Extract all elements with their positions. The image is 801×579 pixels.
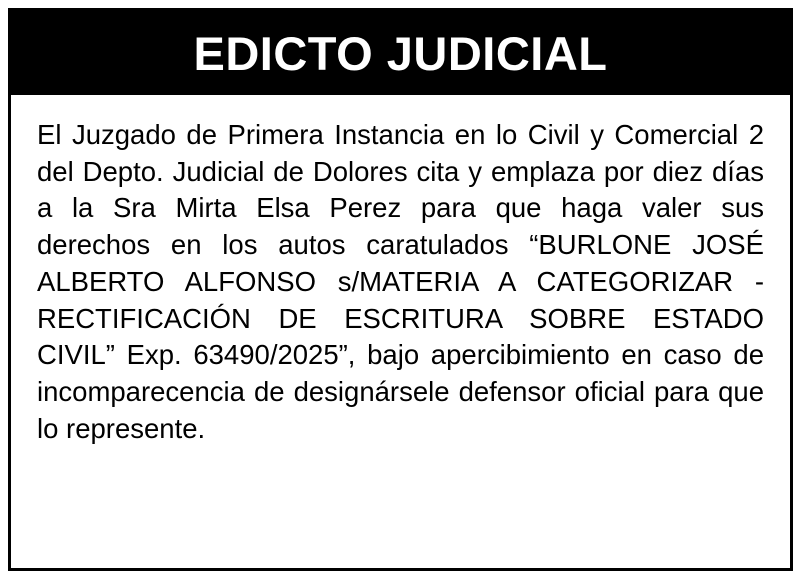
notice-body: [11, 95, 790, 568]
notice-body-text: El Juzgado de Primera Instancia en lo Civil y Comercial 2 del Depto. Judicial de Dolores cita y emplaza por diez días a la Sra Mirta Elsa Perez para que haga valer sus derechos en los autos caratulados “BURLONE JOSÉ ALBERTO ALFONSO s/MATERIA A CATEGORIZAR - RECTIFICACIÓN DE ESCRITURA SOBRE ESTADO CIVIL” Exp. 63490/2025”, bajo apercibimiento en caso de incomparecencia de designársele defensor oficial para que lo represente.: [37, 119, 764, 444]
notice-title: EDICTO JUDICIAL: [193, 26, 608, 80]
notice-header-bar: [11, 11, 790, 95]
judicial-notice-box: [8, 8, 793, 571]
